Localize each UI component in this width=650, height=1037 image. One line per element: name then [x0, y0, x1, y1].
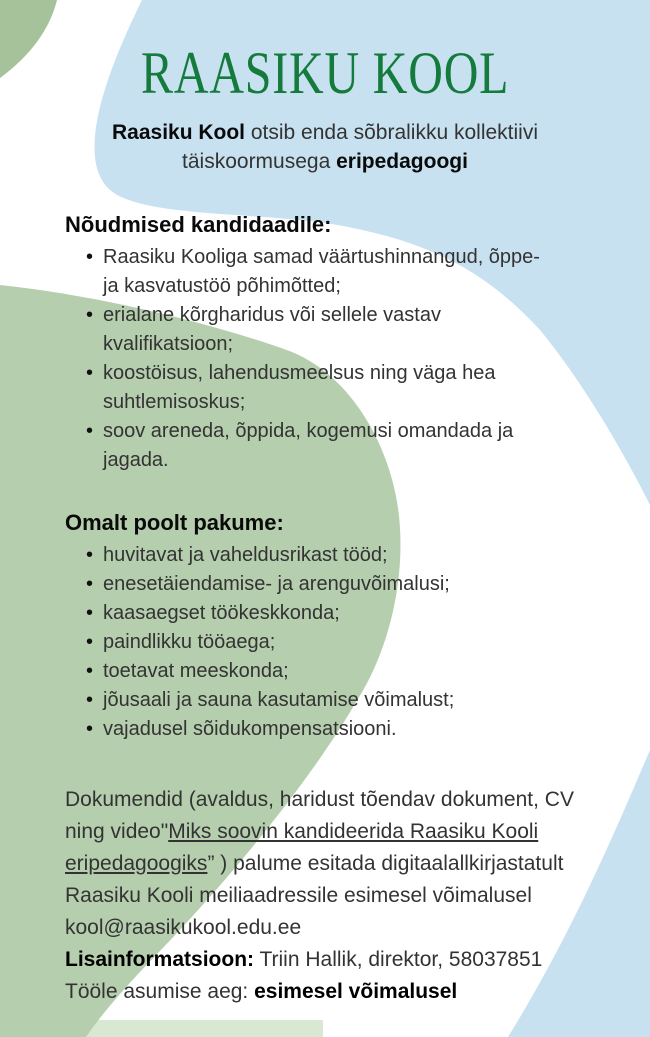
documents-paragraph-line	[65, 784, 602, 816]
offer-item: • kaasaegset töökeskkonda;	[103, 599, 561, 628]
documents-text: Raasiku Kooli meiliaadressile esimesel võimalusel	[65, 884, 532, 907]
documents-paragraph-line	[65, 880, 602, 912]
main-text-column	[65, 212, 602, 1008]
requirement-item: • koostöisus, lahendusmeelsus ning väga hea suhtlemisoskus;	[103, 359, 561, 417]
documents-paragraph-line	[65, 816, 602, 848]
offer-item: • jõusaali ja sauna kasutamise võimalust;	[103, 686, 561, 715]
documents-text: ” ) palume esitada digitaalallkirjastatult	[207, 852, 564, 875]
offer-item: • paindlikku tööaega;	[103, 628, 561, 657]
requirement-item: • soov areneda, õppida, kogemusi omandada ja jagada.	[103, 417, 561, 475]
documents-paragraph-line	[65, 912, 602, 944]
offer-item: • toetavat meeskonda;	[103, 657, 561, 686]
offer-item: • vajadusel sõidukompensatsiooni.	[103, 715, 561, 744]
requirements-list	[65, 243, 602, 475]
contact-label: Lisainformatsioon:	[65, 948, 255, 971]
intro-role: eripedagoogi	[336, 150, 468, 173]
email-text: kool@raasikukool.edu.ee	[65, 916, 302, 939]
video-link[interactable]: Miks soovin kandideerida Raasiku Kooli	[168, 820, 539, 843]
start-date-line	[65, 976, 602, 1008]
contact-value: Triin Hallik, direktor, 58037851	[254, 948, 543, 971]
intro-school-name: Raasiku Kool	[111, 121, 246, 144]
documents-text: ning video"	[65, 820, 169, 843]
requirement-item: • erialane kõrgharidus või sellele vastav kvalifikatsioon;	[103, 301, 561, 359]
page-title	[0, 42, 650, 105]
start-date-value: esimesel võimalusel	[254, 980, 458, 1003]
footer-block	[65, 784, 602, 1008]
requirement-item: • Raasiku Kooliga samad väärtushinnangud, õppe- ja kasvatustöö põhimõtted;	[103, 243, 561, 301]
video-link[interactable]: eripedagoogiks	[65, 852, 208, 875]
documents-paragraph-line	[65, 848, 602, 880]
offer-item: • huvitavat ja vaheldusrikast tööd;	[103, 541, 561, 570]
requirements-heading: Nõudmised kandidaadile:	[65, 212, 332, 237]
documents-text: Dokumendid (avaldus, haridust tõendav dokument, CV	[65, 788, 574, 811]
page-title-text: RAASIKU KOOL	[140, 40, 510, 106]
offer-heading: Omalt poolt pakume:	[65, 510, 284, 535]
start-date-label: Tööle asumise aeg:	[65, 980, 255, 1003]
offer-item: • enesetäiendamise- ja arenguvõimalusi;	[103, 570, 561, 599]
offer-list	[65, 541, 602, 744]
contact-line	[65, 944, 602, 976]
intro-text	[58, 118, 592, 176]
intro-middle-text: otsib enda sõbralikku kollektiivi täiskoormusega	[182, 121, 539, 173]
